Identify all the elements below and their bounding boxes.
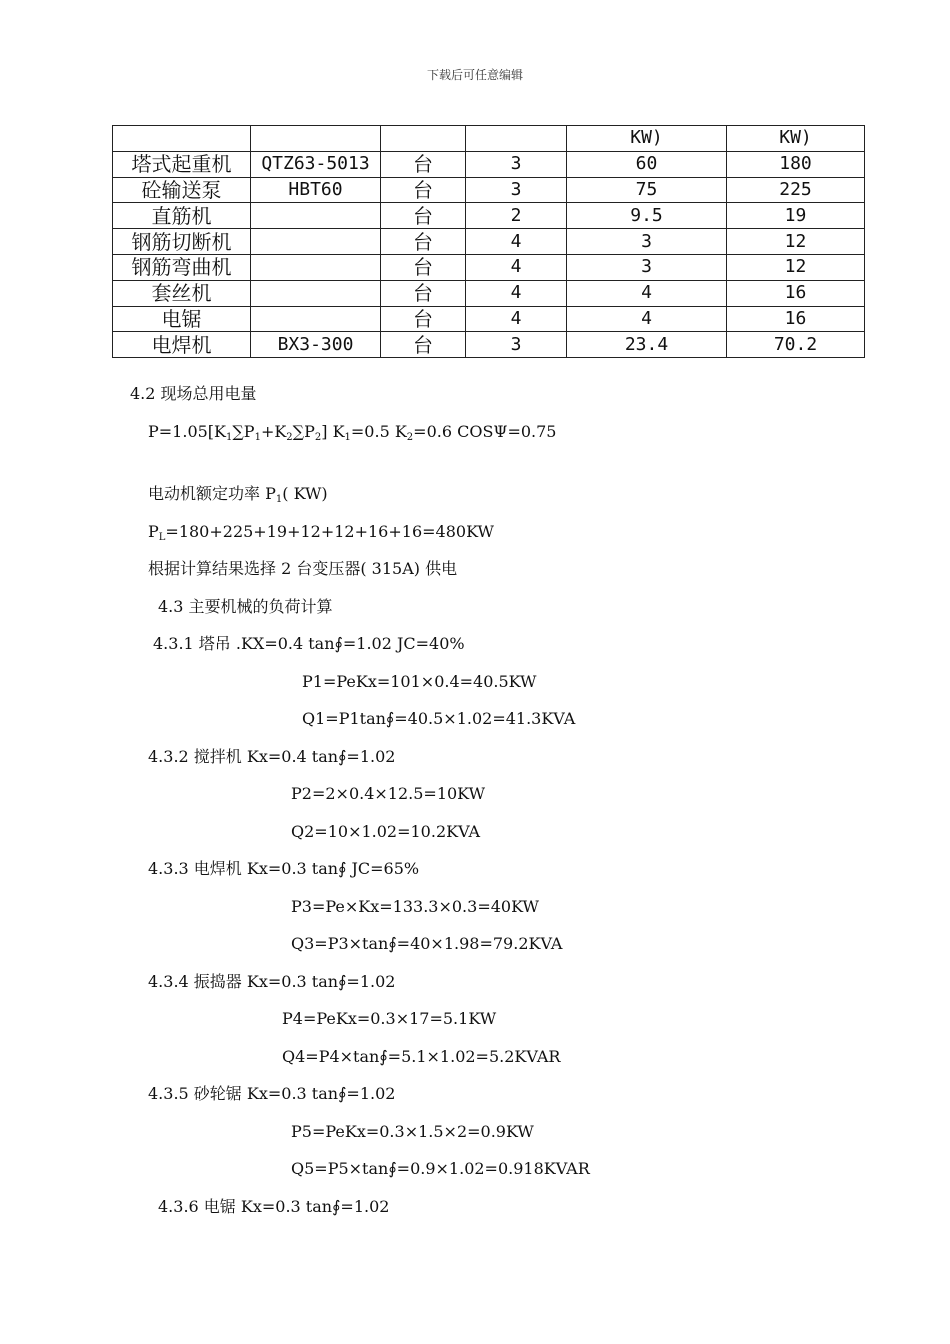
- table-cell: [251, 126, 381, 152]
- formula-subscript: 1: [344, 432, 351, 443]
- item-reactive-calc: Q4=P4×tan∮=5.1×1.02=5.2KVAR: [282, 1047, 561, 1066]
- equipment-model: [251, 254, 381, 280]
- formula-text: =0.6 COSΨ=0.75: [413, 422, 557, 441]
- equipment-model: BX3-300: [251, 332, 381, 358]
- table-row: [113, 203, 865, 229]
- equipment-total: 225: [727, 177, 865, 203]
- pl-sum-value: =180+225+19+12+12+16+16=480KW: [165, 522, 494, 541]
- equipment-qty: 4: [466, 254, 567, 280]
- equipment-name: 塔式起重机: [113, 151, 251, 177]
- table-row: [113, 229, 865, 255]
- equipment-total: 19: [727, 203, 865, 229]
- rated-power-subscript: 1: [275, 494, 283, 505]
- equipment-name: 电锯: [113, 306, 251, 332]
- table-cell: KW): [567, 126, 727, 152]
- equipment-power: 60: [567, 151, 727, 177]
- formula-text: ∑P: [232, 422, 255, 441]
- table-cell: KW): [727, 126, 865, 152]
- equipment-total: 70.2: [727, 332, 865, 358]
- equipment-model: [251, 229, 381, 255]
- table-row: [113, 254, 865, 280]
- item-heading: 4.3.5 砂轮锯 Kx=0.3 tan∮=1.02: [148, 1084, 396, 1103]
- equipment-power: 4: [567, 306, 727, 332]
- equipment-qty: 3: [466, 332, 567, 358]
- equipment-unit: 台: [381, 306, 466, 332]
- equipment-qty: 3: [466, 151, 567, 177]
- equipment-name: 套丝机: [113, 280, 251, 306]
- formula-text: +K: [260, 422, 287, 441]
- formula-subscript: 1: [254, 432, 261, 443]
- formula-subscript: 2: [314, 432, 322, 443]
- item-power-calc: P5=PeKx=0.3×1.5×2=0.9KW: [291, 1122, 534, 1141]
- formula-subscript: 2: [286, 432, 293, 443]
- item-heading: 4.3.2 搅拌机 Kx=0.4 tan∮=1.02: [148, 747, 396, 766]
- equipment-total: 180: [727, 151, 865, 177]
- item-heading: 4.3.3 电焊机 Kx=0.3 tan∮ JC=65%: [148, 859, 420, 878]
- item-reactive-calc: Q1=P1tan∮=40.5×1.02=41.3KVA: [302, 709, 576, 728]
- table-row: [113, 280, 865, 306]
- equipment-name: 钢筋弯曲机: [113, 254, 251, 280]
- item-power-calc: P4=PeKx=0.3×17=5.1KW: [282, 1009, 497, 1028]
- pl-sum-line: [148, 522, 494, 548]
- equipment-model: HBT60: [251, 177, 381, 203]
- item-power-calc: P2=2×0.4×12.5=10KW: [291, 784, 486, 803]
- equipment-qty: 4: [466, 229, 567, 255]
- item-heading: 4.3.6 电锯 Kx=0.3 tan∮=1.02: [158, 1197, 390, 1216]
- equipment-table: [112, 125, 865, 358]
- equipment-name: 电焊机: [113, 332, 251, 358]
- pl-symbol: P: [148, 522, 159, 541]
- equipment-name: 砼输送泵: [113, 177, 251, 203]
- equipment-model: [251, 306, 381, 332]
- item-reactive-calc: Q2=10×1.02=10.2KVA: [291, 822, 481, 841]
- equipment-model: [251, 280, 381, 306]
- equipment-unit: 台: [381, 151, 466, 177]
- equipment-total: 16: [727, 306, 865, 332]
- equipment-power: 4: [567, 280, 727, 306]
- equipment-unit: 台: [381, 203, 466, 229]
- table-cell: [381, 126, 466, 152]
- rated-power-line: [148, 484, 328, 510]
- equipment-model: QTZ63-5013: [251, 151, 381, 177]
- item-heading: 4.3.4 振捣器 Kx=0.3 tan∮=1.02: [148, 972, 396, 991]
- item-power-calc: P1=PeKx=101×0.4=40.5KW: [302, 672, 537, 691]
- equipment-qty: 4: [466, 306, 567, 332]
- table-cell: [466, 126, 567, 152]
- formula-text: =0.5 K: [350, 422, 407, 441]
- pl-subscript: L: [158, 532, 166, 543]
- formula-text: ∑P: [292, 422, 315, 441]
- equipment-name: 直筋机: [113, 203, 251, 229]
- total-power-formula: [148, 422, 556, 448]
- rated-power-unit: ( KW): [282, 484, 328, 503]
- formula-text: P=1.05[K: [148, 422, 226, 441]
- equipment-unit: 台: [381, 254, 466, 280]
- item-reactive-calc: Q3=P3×tan∮=40×1.98=79.2KVA: [291, 934, 563, 953]
- section-4-3-title: 4.3 主要机械的负荷计算: [158, 597, 333, 616]
- equipment-qty: 2: [466, 203, 567, 229]
- page-header-note: 下载后可任意编辑: [426, 68, 523, 82]
- item-power-calc: P3=Pe×Kx=133.3×0.3=40KW: [291, 897, 539, 916]
- table-header-row: [113, 126, 865, 152]
- equipment-unit: 台: [381, 177, 466, 203]
- rated-power-text: 电动机额定功率 P: [148, 484, 276, 503]
- table-cell: [113, 126, 251, 152]
- equipment-total: 12: [727, 229, 865, 255]
- equipment-model: [251, 203, 381, 229]
- equipment-power: 3: [567, 254, 727, 280]
- equipment-power: 23.4: [567, 332, 727, 358]
- item-heading: 4.3.1 塔吊 .KX=0.4 tan∮=1.02 JC=40%: [153, 634, 465, 653]
- item-reactive-calc: Q5=P5×tan∮=0.9×1.02=0.918KVAR: [291, 1159, 590, 1178]
- table-row: [113, 177, 865, 203]
- formula-subscript: 2: [406, 432, 414, 443]
- equipment-power: 9.5: [567, 203, 727, 229]
- table-row: [113, 151, 865, 177]
- equipment-total: 12: [727, 254, 865, 280]
- equipment-power: 75: [567, 177, 727, 203]
- equipment-unit: 台: [381, 332, 466, 358]
- table-row: [113, 306, 865, 332]
- section-4-2-title: 4.2 现场总用电量: [130, 384, 257, 403]
- table-row: [113, 332, 865, 358]
- equipment-total: 16: [727, 280, 865, 306]
- equipment-qty: 4: [466, 280, 567, 306]
- equipment-unit: 台: [381, 280, 466, 306]
- equipment-power: 3: [567, 229, 727, 255]
- formula-text: ] K: [321, 422, 345, 441]
- transformer-choice: 根据计算结果选择 2 台变压器( 315A) 供电: [148, 559, 458, 578]
- equipment-unit: 台: [381, 229, 466, 255]
- equipment-name: 钢筋切断机: [113, 229, 251, 255]
- equipment-qty: 3: [466, 177, 567, 203]
- formula-subscript: 1: [226, 432, 233, 443]
